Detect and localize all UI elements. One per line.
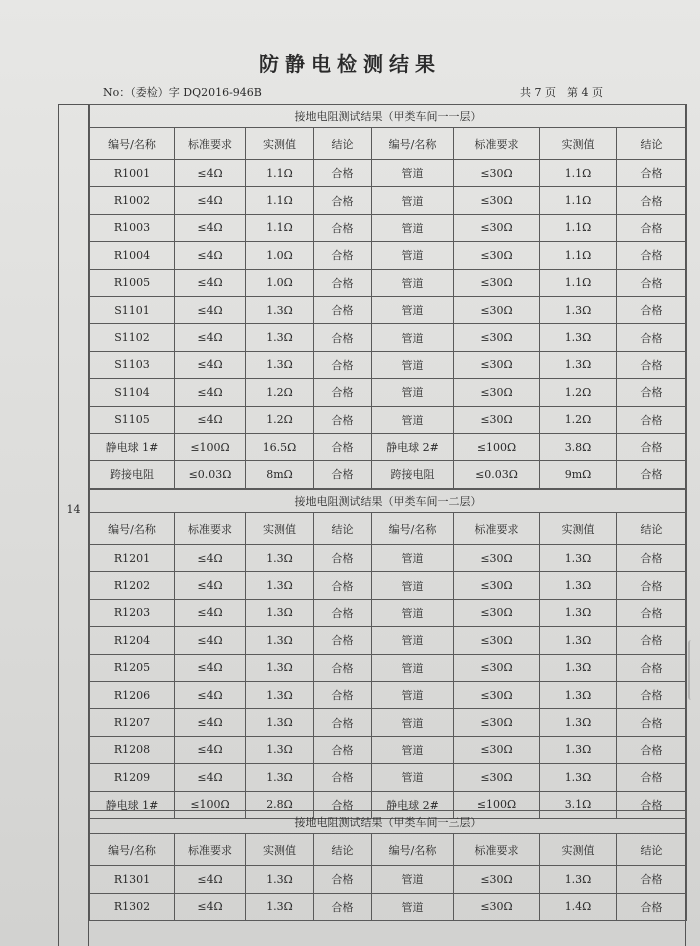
table-cell: 管道 xyxy=(372,545,454,572)
table-cell: ≤4Ω xyxy=(175,269,246,296)
table-cell: 合格 xyxy=(617,351,687,378)
table-cell: 1.1Ω xyxy=(540,187,617,214)
table-cell: ≤30Ω xyxy=(454,187,540,214)
table-cell: ≤30Ω xyxy=(454,214,540,241)
table-cell: 1.3Ω xyxy=(246,545,314,572)
table-cell: 合格 xyxy=(314,160,372,187)
table-cell: 管道 xyxy=(372,627,454,654)
table-row xyxy=(90,893,687,921)
table-cell: 1.3Ω xyxy=(246,764,314,791)
table-row xyxy=(90,545,687,572)
table-cell: 合格 xyxy=(617,406,687,433)
table-cell: 合格 xyxy=(617,764,687,791)
table-cell: 1.2Ω xyxy=(540,379,617,406)
table-cell: ≤30Ω xyxy=(454,893,540,921)
table-cell: R1208 xyxy=(90,736,175,763)
table-cell: 1.1Ω xyxy=(540,160,617,187)
table-cell: 合格 xyxy=(314,681,372,708)
table-cell: 1.3Ω xyxy=(246,572,314,599)
column-header: 编号/名称 xyxy=(372,128,454,160)
column-header: 标准要求 xyxy=(175,513,246,545)
table-cell: 管道 xyxy=(372,681,454,708)
table-cell: 合格 xyxy=(617,269,687,296)
table-cell: R1206 xyxy=(90,681,175,708)
table-cell: 合格 xyxy=(314,866,372,894)
table-cell: 1.1Ω xyxy=(540,214,617,241)
column-header: 结论 xyxy=(314,834,372,866)
side-number: 14 xyxy=(66,503,81,516)
table-cell: ≤0.03Ω xyxy=(175,461,246,488)
table-cell: 合格 xyxy=(617,709,687,736)
table-cell: 合格 xyxy=(617,379,687,406)
column-header: 结论 xyxy=(314,128,372,160)
table-cell: 1.3Ω xyxy=(540,572,617,599)
table-cell: 1.1Ω xyxy=(246,214,314,241)
table-cell: 1.3Ω xyxy=(540,764,617,791)
table-cell: 管道 xyxy=(372,736,454,763)
table-cell: ≤30Ω xyxy=(454,351,540,378)
table-row xyxy=(90,866,687,894)
table-cell: 合格 xyxy=(314,296,372,323)
page-info: 共 7 页 第 4 页 xyxy=(520,86,603,99)
table-row xyxy=(90,681,687,708)
table-cell: 1.1Ω xyxy=(540,269,617,296)
column-header: 编号/名称 xyxy=(90,834,175,866)
table-cell: 合格 xyxy=(617,214,687,241)
table-cell: 静电球 1# xyxy=(90,433,175,460)
table-cell: ≤4Ω xyxy=(175,736,246,763)
column-header: 标准要求 xyxy=(454,834,540,866)
table-cell: 合格 xyxy=(314,572,372,599)
table-cell: 合格 xyxy=(617,242,687,269)
table-cell: 8mΩ xyxy=(246,461,314,488)
table-cell: 1.3Ω xyxy=(540,324,617,351)
table-cell: 1.0Ω xyxy=(246,269,314,296)
table-cell: 1.3Ω xyxy=(246,627,314,654)
table-cell: 1.2Ω xyxy=(540,406,617,433)
table-cell: 跨接电阻 xyxy=(372,461,454,488)
table-cell: 1.3Ω xyxy=(540,866,617,894)
table-cell: 1.3Ω xyxy=(540,599,617,626)
table-cell: 合格 xyxy=(314,379,372,406)
table-cell: ≤100Ω xyxy=(175,791,246,818)
table-cell: 合格 xyxy=(314,764,372,791)
table-row xyxy=(90,324,687,351)
table-cell: 1.3Ω xyxy=(246,296,314,323)
table-cell: ≤100Ω xyxy=(454,433,540,460)
table-cell: S1102 xyxy=(90,324,175,351)
table-cell: ≤30Ω xyxy=(454,764,540,791)
table-cell: ≤30Ω xyxy=(454,269,540,296)
table-cell: ≤4Ω xyxy=(175,351,246,378)
column-header: 结论 xyxy=(314,513,372,545)
table-cell: 合格 xyxy=(314,627,372,654)
table-row xyxy=(90,599,687,626)
section-caption: 接地电阻测试结果（甲类车间一一层） xyxy=(90,105,687,128)
table-cell: 1.3Ω xyxy=(540,351,617,378)
table-cell: 1.3Ω xyxy=(246,709,314,736)
table-cell: 管道 xyxy=(372,572,454,599)
table-cell: 1.0Ω xyxy=(246,242,314,269)
table-cell: 1.3Ω xyxy=(246,893,314,921)
column-header: 实测值 xyxy=(246,513,314,545)
table-cell: R1302 xyxy=(90,893,175,921)
table-cell: 1.3Ω xyxy=(246,866,314,894)
table-cell: 合格 xyxy=(617,866,687,894)
table-cell: R1203 xyxy=(90,599,175,626)
table-cell: 3.8Ω xyxy=(540,433,617,460)
table-cell: 合格 xyxy=(617,572,687,599)
table-cell: 1.3Ω xyxy=(246,324,314,351)
table-cell: ≤0.03Ω xyxy=(454,461,540,488)
table-cell: S1105 xyxy=(90,406,175,433)
table-cell: 合格 xyxy=(617,681,687,708)
results-table-floor-3 xyxy=(89,810,687,921)
table-cell: R1205 xyxy=(90,654,175,681)
table-cell: ≤4Ω xyxy=(175,214,246,241)
table-cell: ≤4Ω xyxy=(175,599,246,626)
table-cell: 1.2Ω xyxy=(246,379,314,406)
table-cell: ≤30Ω xyxy=(454,324,540,351)
table-cell: ≤30Ω xyxy=(454,866,540,894)
table-row xyxy=(90,736,687,763)
table-cell: 合格 xyxy=(617,893,687,921)
table-cell: 合格 xyxy=(314,893,372,921)
table-cell: 合格 xyxy=(617,791,687,818)
table-cell: R1204 xyxy=(90,627,175,654)
table-cell: ≤30Ω xyxy=(454,572,540,599)
column-header: 标准要求 xyxy=(454,513,540,545)
table-cell: 合格 xyxy=(314,433,372,460)
table-cell: 1.3Ω xyxy=(246,599,314,626)
table-row xyxy=(90,709,687,736)
table-cell: 1.3Ω xyxy=(540,654,617,681)
table-row xyxy=(90,187,687,214)
table-cell: 管道 xyxy=(372,866,454,894)
table-cell: 管道 xyxy=(372,187,454,214)
table-cell: 合格 xyxy=(314,709,372,736)
table-cell: 管道 xyxy=(372,654,454,681)
table-row xyxy=(90,379,687,406)
table-cell: ≤30Ω xyxy=(454,406,540,433)
table-cell: 1.3Ω xyxy=(540,296,617,323)
table-cell: 合格 xyxy=(617,654,687,681)
table-cell: 合格 xyxy=(314,214,372,241)
table-row xyxy=(90,351,687,378)
table-cell: ≤4Ω xyxy=(175,681,246,708)
table-cell: 管道 xyxy=(372,351,454,378)
table-cell: 跨接电阻 xyxy=(90,461,175,488)
table-cell: R1005 xyxy=(90,269,175,296)
table-cell: 1.3Ω xyxy=(246,351,314,378)
table-row xyxy=(90,214,687,241)
table-cell: 合格 xyxy=(314,406,372,433)
table-cell: 3.1Ω xyxy=(540,791,617,818)
table-cell: ≤4Ω xyxy=(175,764,246,791)
table-cell: 管道 xyxy=(372,709,454,736)
table-cell: 管道 xyxy=(372,269,454,296)
column-header: 结论 xyxy=(617,834,687,866)
table-cell: 合格 xyxy=(617,433,687,460)
table-cell: 1.3Ω xyxy=(246,736,314,763)
table-cell: ≤4Ω xyxy=(175,379,246,406)
table-cell: 合格 xyxy=(617,545,687,572)
table-cell: ≤4Ω xyxy=(175,709,246,736)
table-row xyxy=(90,627,687,654)
column-header: 编号/名称 xyxy=(372,834,454,866)
table-cell: S1101 xyxy=(90,296,175,323)
table-cell: R1301 xyxy=(90,866,175,894)
table-cell: R1004 xyxy=(90,242,175,269)
table-cell: 1.1Ω xyxy=(540,242,617,269)
table-cell: R1202 xyxy=(90,572,175,599)
document-title: 防静电检测结果 xyxy=(259,52,441,76)
table-cell: ≤30Ω xyxy=(454,681,540,708)
table-cell: ≤4Ω xyxy=(175,406,246,433)
table-cell: ≤30Ω xyxy=(454,242,540,269)
table-cell: ≤4Ω xyxy=(175,324,246,351)
table-cell: ≤30Ω xyxy=(454,160,540,187)
section-caption: 接地电阻测试结果（甲类车间一三层） xyxy=(90,811,687,834)
column-header: 实测值 xyxy=(540,128,617,160)
column-header: 结论 xyxy=(617,513,687,545)
table-cell: 合格 xyxy=(617,187,687,214)
table-row xyxy=(90,461,687,488)
table-row xyxy=(90,296,687,323)
table-row xyxy=(90,406,687,433)
table-cell: 合格 xyxy=(617,160,687,187)
table-cell: ≤4Ω xyxy=(175,654,246,681)
table-cell: S1103 xyxy=(90,351,175,378)
column-header: 编号/名称 xyxy=(90,128,175,160)
table-cell: 1.3Ω xyxy=(540,627,617,654)
table-cell: R1207 xyxy=(90,709,175,736)
table-cell: 管道 xyxy=(372,214,454,241)
side-column xyxy=(58,104,89,946)
table-cell: ≤4Ω xyxy=(175,627,246,654)
table-row xyxy=(90,269,687,296)
table-cell: 合格 xyxy=(617,324,687,351)
table-cell: 合格 xyxy=(617,736,687,763)
column-header: 实测值 xyxy=(246,834,314,866)
table-cell: 2.8Ω xyxy=(246,791,314,818)
table-cell: 1.3Ω xyxy=(540,545,617,572)
table-row xyxy=(90,764,687,791)
table-cell: 管道 xyxy=(372,160,454,187)
table-cell: 合格 xyxy=(314,791,372,818)
table-cell: 1.3Ω xyxy=(540,709,617,736)
table-row xyxy=(90,433,687,460)
table-cell: 16.5Ω xyxy=(246,433,314,460)
table-cell: ≤30Ω xyxy=(454,296,540,323)
table-cell: ≤30Ω xyxy=(454,709,540,736)
table-cell: ≤4Ω xyxy=(175,160,246,187)
document-number: No：（委检）字 DQ2016-946B xyxy=(103,86,262,99)
table-cell: ≤30Ω xyxy=(454,599,540,626)
table-cell: 1.3Ω xyxy=(246,654,314,681)
table-cell: 合格 xyxy=(314,736,372,763)
column-header: 编号/名称 xyxy=(90,513,175,545)
table-cell: 合格 xyxy=(314,324,372,351)
column-header: 标准要求 xyxy=(175,834,246,866)
table-cell: 1.3Ω xyxy=(540,681,617,708)
table-cell: R1209 xyxy=(90,764,175,791)
table-cell: 1.3Ω xyxy=(540,736,617,763)
table-cell: 管道 xyxy=(372,764,454,791)
table-cell: 合格 xyxy=(314,654,372,681)
table-row xyxy=(90,160,687,187)
table-cell: 合格 xyxy=(314,461,372,488)
table-cell: ≤100Ω xyxy=(175,433,246,460)
table-cell: 1.4Ω xyxy=(540,893,617,921)
table-cell: 合格 xyxy=(314,269,372,296)
table-cell: S1104 xyxy=(90,379,175,406)
column-header: 实测值 xyxy=(246,128,314,160)
table-cell: 合格 xyxy=(617,627,687,654)
table-cell: 管道 xyxy=(372,242,454,269)
table-cell: ≤30Ω xyxy=(454,379,540,406)
table-cell: ≤30Ω xyxy=(454,627,540,654)
table-cell: ≤4Ω xyxy=(175,893,246,921)
table-cell: 管道 xyxy=(372,599,454,626)
table-cell: 管道 xyxy=(372,406,454,433)
section-caption: 接地电阻测试结果（甲类车间一二层） xyxy=(90,490,687,513)
table-cell: 静电球 1# xyxy=(90,791,175,818)
results-table-floor-2 xyxy=(89,489,687,819)
table-cell: ≤4Ω xyxy=(175,296,246,323)
column-header: 结论 xyxy=(617,128,687,160)
table-row xyxy=(90,242,687,269)
table-cell: 1.1Ω xyxy=(246,187,314,214)
table-cell: R1003 xyxy=(90,214,175,241)
table-cell: 合格 xyxy=(617,296,687,323)
column-header: 标准要求 xyxy=(454,128,540,160)
table-cell: ≤30Ω xyxy=(454,545,540,572)
table-cell: ≤100Ω xyxy=(454,791,540,818)
column-header: 实测值 xyxy=(540,513,617,545)
page-edge-mark xyxy=(688,640,696,700)
table-cell: R1001 xyxy=(90,160,175,187)
table-cell: R1002 xyxy=(90,187,175,214)
results-table-floor-1 xyxy=(89,104,687,489)
table-row xyxy=(90,654,687,681)
table-cell: 合格 xyxy=(314,351,372,378)
table-cell: 1.3Ω xyxy=(246,681,314,708)
table-cell: ≤4Ω xyxy=(175,545,246,572)
table-cell: 9mΩ xyxy=(540,461,617,488)
table-cell: ≤30Ω xyxy=(454,736,540,763)
table-cell: 管道 xyxy=(372,296,454,323)
column-header: 编号/名称 xyxy=(372,513,454,545)
table-row xyxy=(90,572,687,599)
table-cell: ≤4Ω xyxy=(175,572,246,599)
table-cell: 合格 xyxy=(314,187,372,214)
table-cell: 合格 xyxy=(314,242,372,269)
table-cell: 合格 xyxy=(314,545,372,572)
table-cell: ≤4Ω xyxy=(175,866,246,894)
table-cell: 合格 xyxy=(617,599,687,626)
table-cell: 合格 xyxy=(314,599,372,626)
table-cell: ≤4Ω xyxy=(175,242,246,269)
table-cell: R1201 xyxy=(90,545,175,572)
table-cell: ≤4Ω xyxy=(175,187,246,214)
table-cell: 管道 xyxy=(372,893,454,921)
table-cell: 合格 xyxy=(617,461,687,488)
table-cell: 管道 xyxy=(372,324,454,351)
table-cell: 静电球 2# xyxy=(372,433,454,460)
table-cell: 静电球 2# xyxy=(372,791,454,818)
table-cell: ≤30Ω xyxy=(454,654,540,681)
column-header: 实测值 xyxy=(540,834,617,866)
column-header: 标准要求 xyxy=(175,128,246,160)
table-cell: 1.1Ω xyxy=(246,160,314,187)
table-cell: 管道 xyxy=(372,379,454,406)
table-cell: 1.2Ω xyxy=(246,406,314,433)
